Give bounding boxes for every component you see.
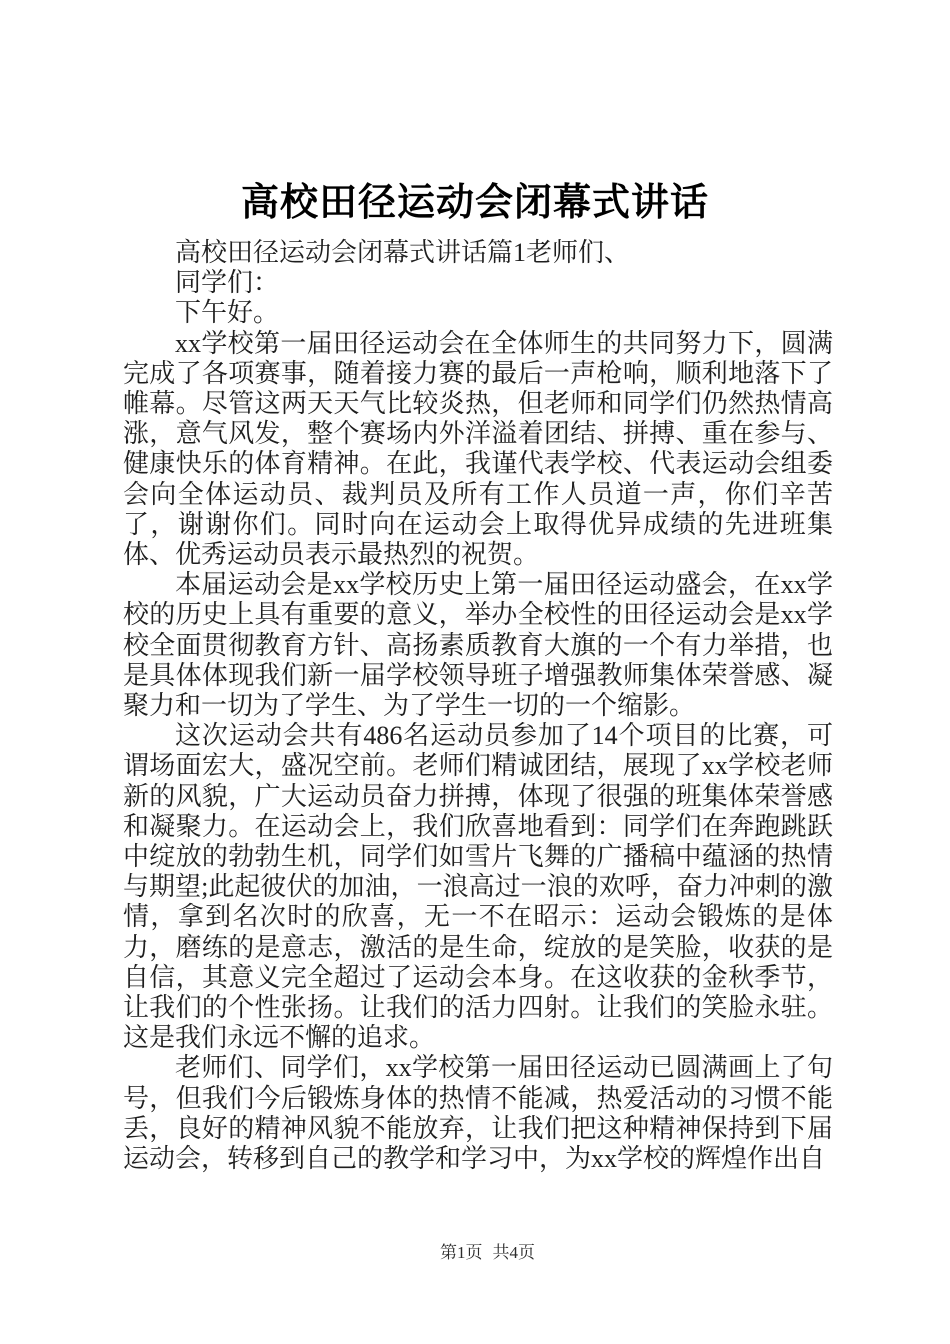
paragraph-body-4: 老师们、同学们，xx学校第一届田径运动已圆满画上了句号，但我们今后锻炼身体的热情不能减，热爱活动的习惯不能丢，良好的精神风貌不能放弃，让我们把这种精神保持到下届运动会，转移到自己的教学和学习中，为xx学校的辉煌作出自 [123, 1053, 833, 1174]
paragraph-salutation-students: 同学们： [175, 268, 280, 298]
page-number-label: 第1页 [440, 1243, 483, 1262]
document-body [0, 238, 950, 1174]
document-title: 高校田径运动会闭幕式讲话 [240, 182, 709, 224]
page-total-label: 共4页 [492, 1243, 535, 1262]
paragraph-body-2: 本届运动会是xx学校历史上第一届田径运动盛会，在xx学校的历史上具有重要的意义，举办全校性的田径运动会是xx学校全面贯彻教育方针、高扬素质教育大旗的一个有力举措，也是具体体现我们新一届学校领导班子增强教师集体荣誉感、凝聚力和一切为了学生、为了学生一切的一个缩影。 [123, 570, 833, 721]
paragraph-greeting: 下午好。 [175, 298, 280, 328]
paragraph-body-3: 这次运动会共有486名运动员参加了14个项目的比赛，可谓场面宏大，盛况空前。老师们精诚团结，展现了xx学校老师新的风貌，广大运动员奋力拼搏，体现了很强的班集体荣誉感和凝聚力。在运动会上，我们欣喜地看到：同学们在奔跑跳跃中绽放的勃勃生机，同学们如雪片飞舞的广播稿中蕴涵的热情与期望;此起彼伏的加油，一浪高过一浪的欢呼，奋力冲刺的激情，拿到名次时的欣喜，无一不在昭示：运动会锻炼的是体力，磨练的是意志，激活的是生命，绽放的是笑脸，收获的是自信，其意义完全超过了运动会本身。在这收获的金秋季节，让我们的个性张扬。让我们的活力四射。让我们的笑脸永驻。这是我们永远不懈的追求。 [123, 721, 833, 1053]
page-footer [440, 1242, 535, 1264]
paragraph-body-1: xx学校第一届田径运动会在全体师生的共同努力下，圆满完成了各项赛事，随着接力赛的最后一声枪响，顺利地落下了帷幕。尽管这两天天气比较炎热，但老师和同学们仍然热情高涨，意气风发，整个赛场内外洋溢着团结、拼搏、重在参与、健康快乐的体育精神。在此，我谨代表学校、代表运动会组委会向全体运动员、裁判员及所有工作人员道一声，你们辛苦了，谢谢你们。同时向在运动会上取得优异成绩的先进班集体、优秀运动员表示最热烈的祝贺。 [123, 328, 833, 570]
paragraph-salutation-line: 高校田径运动会闭幕式讲话篇1老师们、 [175, 238, 631, 267]
